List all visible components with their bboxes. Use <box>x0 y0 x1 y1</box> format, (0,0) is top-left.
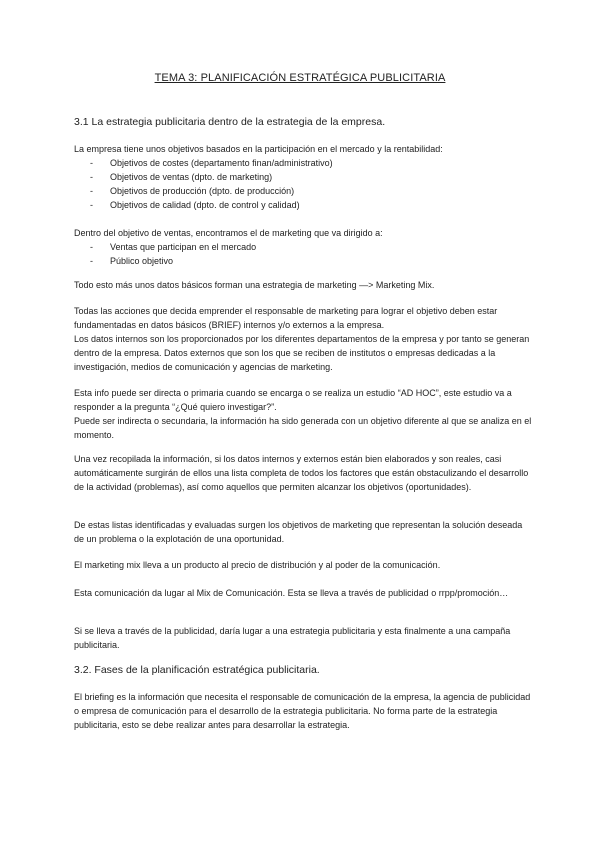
list-item: - Objetivos de ventas (dpto. de marketing) <box>90 172 273 182</box>
objectives-list <box>74 156 333 212</box>
list-item: - Objetivos de costes (departamento finan/administrativo) <box>90 158 333 168</box>
list-item: - Público objetivo <box>90 256 174 266</box>
paragraph-datos: Los datos internos son los proporcionados por los diferentes departamentos de la empresa y por tanto se generan dentro de la empresa. Datos externos que son los que se reciben de institutos o empresas dedicadas a la investigación, medios de comunicación y agencias de marketing. <box>74 334 530 372</box>
paragraph-recopilada: Una vez recopilada la información, si los datos internos y externos están bien elaborados y son reales, casi automáticamente surgirán de ellos una lista completa de todos los factores que están obstaculizando el desarrollo de la actividad (problemas), así como aquellos que permiten alcanzar los objetivos (oportunidades). <box>74 454 529 492</box>
marketing-targets-list <box>74 240 256 268</box>
list-item: - Ventas que participan en el mercado <box>90 242 257 252</box>
paragraph-acciones: Todas las acciones que decida emprender el responsable de marketing para lograr el objetivo deben estar fundamentadas en datos básicos (BRIEF) internos y/o externos a la empresa. <box>74 306 498 330</box>
paragraph-info-indirecta: Puede ser indirecta o secundaria, la información ha sido generada con un objetivo diferente al que se analiza en el momento. <box>74 416 532 440</box>
paragraph-comunicacion: Esta comunicación da lugar al Mix de Comunicación. Esta se lleva a través de publicidad o rrpp/promoción… <box>74 588 509 598</box>
paragraph-publicidad: Si se lleva a través de la publicidad, daría lugar a una estrategia publicitaria y esta finalmente a una campaña publicitaria. <box>74 626 511 650</box>
paragraph-briefing: El briefing es la información que necesita el responsable de comunicación de la empresa, la agencia de publicidad o empresa de comunicación para el desarrollo de la estrategia publicitaria. No forma parte de la estrategia publicitaria, esto se debe realizar antes para desarrollar la estrategia. <box>74 692 531 730</box>
paragraph-marketing-intro: Dentro del objetivo de ventas, encontramos el de marketing que va dirigido a: <box>74 228 383 238</box>
section-heading-3-1: 3.1 La estrategia publicitaria dentro de la estrategia de la empresa. <box>74 116 386 128</box>
paragraph-marketing-mix-2: El marketing mix lleva a un producto al precio de distribución y al poder de la comunicación. <box>74 560 441 570</box>
paragraph-marketing-mix: Todo esto más unos datos básicos forman una estrategia de marketing —> Marketing Mix. <box>74 280 435 290</box>
paragraph-listas: De estas listas identificadas y evaluadas surgen los objetivos de marketing que representan la solución deseada de un problema o la explotación de una oportunidad. <box>74 520 523 544</box>
paragraph-objectives-intro: La empresa tiene unos objetivos basados en la participación en el mercado y la rentabilidad: <box>74 144 443 154</box>
paragraph-info-directa: Esta info puede ser directa o primaria cuando se encarga o se realiza un estudio “AD HOC”, este estudio va a responder a la pregunta “¿Qué quiero investigar?”. <box>74 388 512 412</box>
section-heading-3-2: 3.2. Fases de la planificación estratégica publicitaria. <box>74 664 320 676</box>
list-item: - Objetivos de calidad (dpto. de control y calidad) <box>90 200 300 210</box>
list-item: - Objetivos de producción (dpto. de producción) <box>90 186 295 196</box>
document-title: TEMA 3: PLANIFICACIÓN ESTRATÉGICA PUBLICITARIA <box>154 72 446 84</box>
